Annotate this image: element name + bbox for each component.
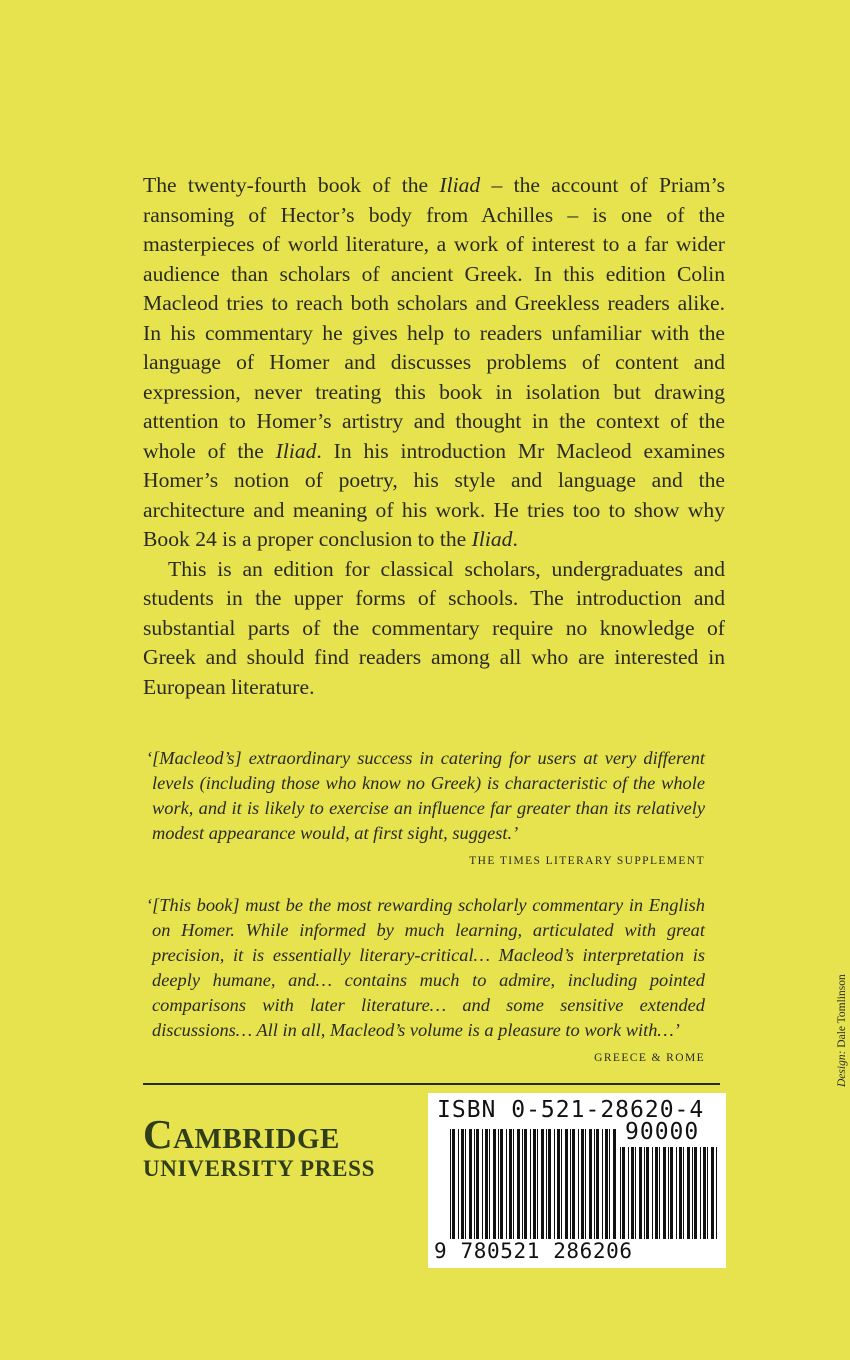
barcode-bar xyxy=(530,1129,531,1239)
price-code: 90000 xyxy=(625,1119,700,1145)
barcode-bar xyxy=(585,1129,586,1239)
barcode-bar xyxy=(517,1129,520,1239)
credit-label: Design: xyxy=(836,1050,848,1087)
barcode-bar xyxy=(524,1129,527,1239)
barcode-bar xyxy=(461,1129,464,1239)
isbn-number: ISBN 0-521-28620-4 xyxy=(437,1097,705,1123)
blurb-paragraph-1 xyxy=(143,171,725,555)
barcode-bar xyxy=(707,1147,708,1239)
blurb-text: . In his introduction Mr Macleod examines Homer’s notion of poetry, his style and language and the architecture and meaning of his work. He tries too to show why Book 24 is a proper conclusion to the xyxy=(143,438,725,551)
barcode-bar xyxy=(694,1147,697,1239)
barcode-bar xyxy=(476,1129,479,1239)
barcode-bar xyxy=(541,1129,544,1239)
barcode-bar xyxy=(452,1129,455,1239)
review-text: ‘[Macleod’s] extraordinary success in catering for users at very different levels (including those who know no Greek) is characteristic of the whole work, and it is likely to exercise an influence far greater than its relatively modest appearance would, at first sight, suggest.’ xyxy=(146,748,705,843)
blurb-text: . xyxy=(512,527,518,551)
blurb xyxy=(143,171,725,702)
barcode-bar xyxy=(493,1129,496,1239)
barcode-bar xyxy=(620,1147,621,1239)
barcode-bar xyxy=(561,1129,562,1239)
barcode-bar xyxy=(668,1147,669,1239)
barcode-bar xyxy=(692,1147,693,1239)
barcode-bar xyxy=(622,1147,625,1239)
barcode-bar xyxy=(506,1129,507,1239)
publisher-name: Cambridge xyxy=(143,1111,340,1157)
barcode-bar xyxy=(557,1129,560,1239)
barcode-bar xyxy=(663,1147,666,1239)
barcode-bar xyxy=(450,1129,451,1239)
barcode-bar xyxy=(498,1129,499,1239)
barcode-bar xyxy=(605,1129,608,1239)
barcode-bar xyxy=(474,1129,475,1239)
barcode-bar xyxy=(613,1129,616,1239)
barcode-bar xyxy=(537,1129,538,1239)
barcode-bar xyxy=(469,1129,472,1239)
barcode-bar xyxy=(655,1147,658,1239)
barcode-bar xyxy=(458,1129,459,1239)
barcode xyxy=(428,1093,726,1268)
divider-rule xyxy=(143,1083,720,1085)
barcode-bar xyxy=(589,1129,592,1239)
barcode-bar xyxy=(513,1129,514,1239)
barcode-bar xyxy=(670,1147,673,1239)
barcode-bar xyxy=(700,1147,701,1239)
publisher-subname: UNIVERSITY PRESS xyxy=(143,1156,376,1181)
review-quote xyxy=(143,893,705,1071)
barcode-bar xyxy=(533,1129,536,1239)
barcode-bar xyxy=(578,1129,579,1239)
barcode-bar xyxy=(465,1129,466,1239)
barcode-bar xyxy=(711,1147,714,1239)
blurb-text: – the account of Priam’s ransoming of Hector’s body from Achilles – is one of the masterpieces of world literature, a work of interest to a far wider audience than scholars of ancient Greek. In this edition Colin Macleod tries to reach both scholars and Greekless readers alike. In his commentary he gives help to readers unfamiliar with the language of Homer and discusses problems of content and expression, never treating this book in isolation but drawing attention to Homer’s artistry and thought in the context of the whole of the xyxy=(143,173,725,463)
barcode-bar xyxy=(485,1129,488,1239)
blurb-text: The twenty-fourth book of the xyxy=(143,173,440,197)
barcode-bar xyxy=(509,1129,512,1239)
review-text: ‘[This book] must be the most rewarding scholarly commentary in English on Homer. While informed by much learning, articulated with great precision, it is essentially literary-critical… Macleod’s interpretation is deeply humane, and… contains much to admire, including pointed comparisons with later literature… and some sensitive extended discussions… All in all, Macleod’s volume is a pleasure to work with…’ xyxy=(146,895,705,1040)
title-iliad: Iliad xyxy=(471,527,513,551)
barcode-bar xyxy=(676,1147,677,1239)
barcode-bar xyxy=(548,1129,551,1239)
barcode-bar xyxy=(565,1129,568,1239)
blurb-paragraph-2: This is an edition for classical scholars, undergraduates and students in the upper forms of schools. The introduction and substantial parts of the commentary require no knowledge of Greek and should find readers among all who are interested in European literature. xyxy=(143,556,725,699)
barcode-bar xyxy=(646,1147,649,1239)
barcode-bar xyxy=(570,1129,571,1239)
barcode-bar xyxy=(489,1129,490,1239)
barcode-bar xyxy=(546,1129,547,1239)
barcode-bar xyxy=(659,1147,660,1239)
barcode-bar xyxy=(703,1147,706,1239)
barcode-bar xyxy=(639,1147,642,1239)
barcode-bar xyxy=(522,1129,523,1239)
review-source: GREECE & ROME xyxy=(594,1052,705,1064)
barcode-bar xyxy=(594,1129,595,1239)
barcode-bar xyxy=(644,1147,645,1239)
barcode-bar xyxy=(631,1147,634,1239)
barcode-bar xyxy=(687,1147,690,1239)
barcode-bar xyxy=(628,1147,629,1239)
ean-number: 9 780521 286206 xyxy=(434,1239,633,1263)
barcode-bar xyxy=(554,1129,555,1239)
review-source: THE TIMES LITERARY SUPPLEMENT xyxy=(469,855,705,867)
barcode-bar xyxy=(500,1129,503,1239)
barcode-bar xyxy=(683,1147,684,1239)
title-iliad: Iliad xyxy=(275,438,317,463)
barcode-bar xyxy=(652,1147,653,1239)
barcode-bar xyxy=(609,1129,610,1239)
barcode-bar xyxy=(716,1147,717,1239)
barcode-bar xyxy=(635,1147,636,1239)
barcode-bar xyxy=(602,1129,603,1239)
review-quote xyxy=(143,746,705,874)
title-iliad: Iliad xyxy=(439,173,481,197)
design-credit xyxy=(836,974,848,1087)
barcode-bar xyxy=(596,1129,599,1239)
barcode-bar xyxy=(679,1147,682,1239)
barcode-bar xyxy=(482,1129,483,1239)
credit-designer: Dale Tomlinson xyxy=(836,974,848,1048)
barcode-bar xyxy=(581,1129,584,1239)
publisher-logo xyxy=(143,1112,375,1182)
barcode-bar xyxy=(572,1129,575,1239)
